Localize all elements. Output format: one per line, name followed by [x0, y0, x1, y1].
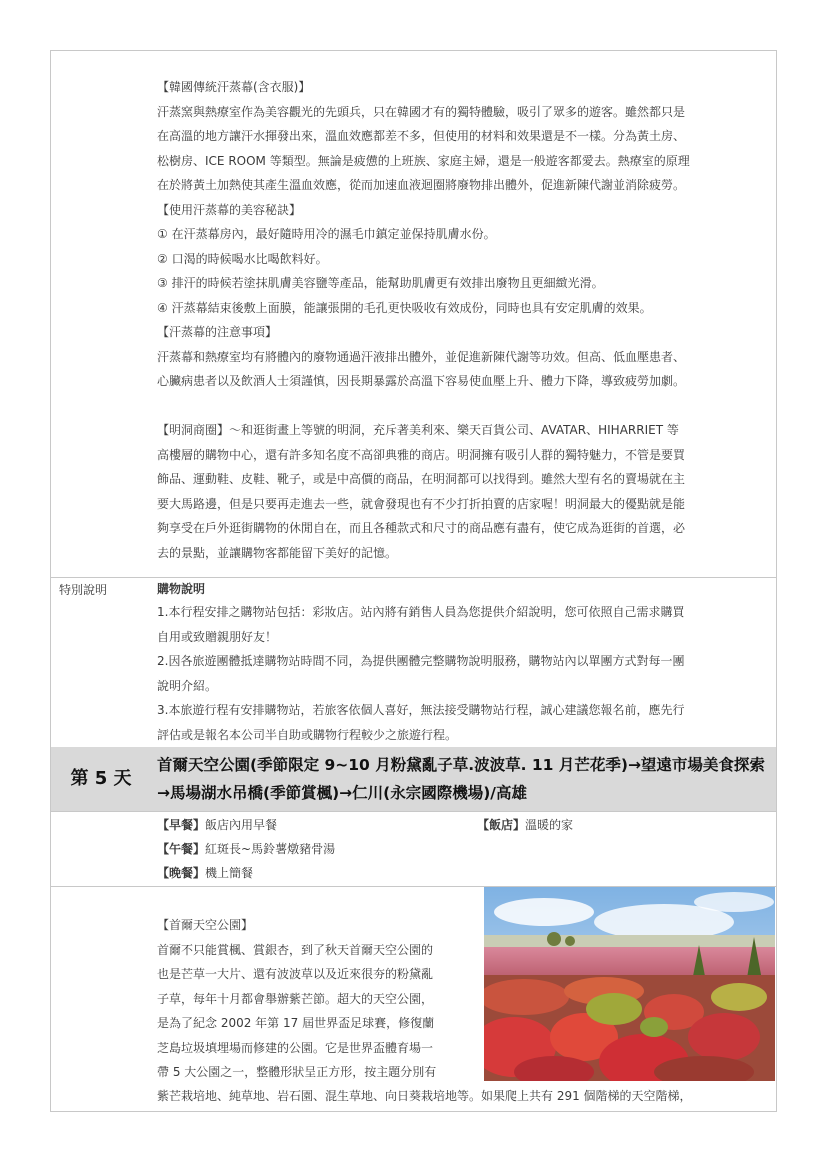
- skypark-line: 子草，每年十月都會舉辦紫芒節。超大的天空公園，: [157, 991, 434, 1006]
- myeongdong-line: 【明洞商圈】～和逛街畫上等號的明洞，充斥著美利來、樂天百貨公司、AVATAR、HIHARRIET 等: [157, 423, 679, 437]
- skypark-line: 芝島垃圾填埋場而修建的公園。它是世界盃體育場一: [157, 1040, 434, 1055]
- sauna-section: [157, 75, 769, 565]
- paragraph-line: 松樹房、ICE ROOM 等類型。無論是疲憊的上班族、家庭主婦，還是一般遊客都愛去。熱療室的原理: [157, 153, 690, 168]
- paragraph-line: 在高溫的地方讓汗水揮發出來，溫血效應都差不多，但使用的材料和效果還是不一樣。分為黃土房、: [157, 129, 686, 143]
- shopping-line: 評估或是報名本公司半自助或購物行程較少之旅遊行程。: [157, 727, 458, 742]
- day-title-line: →馬場湖水吊橋(季節賞楓)→仁川(永宗國際機場)/高雄: [157, 784, 527, 802]
- day-title: [157, 751, 772, 807]
- paragraph-line: 汗蒸窯與熱療室作為美容觀光的先頭兵，只在韓國才有的獨特體驗，吸引了眾多的遊客。雖然都只是: [157, 104, 686, 119]
- shopping-line: 說明介紹。: [157, 678, 218, 693]
- shopping-heading: 購物說明: [157, 582, 206, 596]
- shopping-line: 2.因各旅遊團體抵達購物站時間不同，為提供團體完整購物說明服務，購物站內以單團方式對每一團: [157, 654, 685, 668]
- shopping-line: 自用或致贈親朋好友！: [157, 629, 278, 644]
- lunch: [157, 837, 335, 861]
- special-label: 特別說明: [59, 583, 108, 597]
- dinner: [157, 861, 253, 885]
- paragraph-line: 汗蒸幕和熱療室均有將體內的廢物通過汗液排出體外，並促進新陳代謝等功效。但高、低血壓患者、: [157, 349, 686, 364]
- skypark-section: [157, 913, 479, 1085]
- tip-item: ④ 汗蒸幕結束後敷上面膜，能讓張開的毛孔更快吸收有效成份，同時也具有安定肌膚的效果。: [157, 300, 652, 315]
- lunch-value: 紅斑長~馬鈴薯燉豬骨湯: [205, 842, 336, 856]
- notes-heading: 【汗蒸幕的注意事項】: [157, 325, 278, 339]
- breakfast: [157, 813, 277, 837]
- sauna-heading: 【韓國傳統汗蒸幕(含衣服)】: [157, 80, 311, 94]
- myeongdong-line: 飾品、運動鞋、皮鞋、靴子，或是中高價的商品，在明洞都可以找得到。雖然大型有名的賣場就在主: [157, 472, 686, 486]
- skypark-line: 首爾不只能賞楓、賞銀杏，到了秋天首爾天空公園的: [157, 942, 434, 957]
- skypark-last-line: 紫芒栽培地、純草地、岩石園、混生草地、向日葵栽培地等。如果爬上共有 291 個階梯的天空階梯，: [157, 1089, 692, 1103]
- myeongdong-line: 要大馬路邊，但是只要再走進去一些，就會發現也有不少打折拍賣的店家喔！明洞最大的優點就是能: [157, 496, 686, 511]
- tip-item: ③ 排汗的時候若塗抹肌膚美容鹽等產品，能幫助肌膚更有效排出廢物且更細緻光滑。: [157, 276, 604, 290]
- myeongdong-line: 去的景點，並讓購物客都能留下美好的記憶。: [157, 545, 398, 560]
- tip-item: ② 口渴的時候喝水比喝飲料好。: [157, 251, 328, 266]
- dinner-label: 【晚餐】: [157, 866, 206, 880]
- shopping-line: 1.本行程安排之購物站包括：彩妝店。站內將有銷售人員為您提供介紹說明，您可依照自己需求購買: [157, 605, 685, 619]
- breakfast-value: 飯店內用早餐: [205, 818, 278, 832]
- skypark-line: 帶 5 大公園之一，整體形狀呈正方形，按主題分別有: [157, 1065, 437, 1079]
- row-divider: [51, 811, 776, 812]
- skypark-photo: [484, 887, 775, 1081]
- itinerary-table: [50, 50, 777, 1112]
- shopping-line: 3.本旅遊行程有安排購物站，若旅客依個人喜好，無法接受購物站行程，誠心建議您報名前，應先行: [157, 703, 685, 717]
- skypark-line: 也是芒草一大片、還有波波草以及近來很夯的粉黛亂: [157, 967, 434, 981]
- lunch-label: 【午餐】: [157, 842, 206, 856]
- tip-item: ① 在汗蒸幕房內，最好隨時用冷的濕毛巾鎮定並保持肌膚水份。: [157, 227, 496, 241]
- breakfast-label: 【早餐】: [157, 818, 206, 832]
- tips-heading: 【使用汗蒸幕的美容秘訣】: [157, 202, 302, 217]
- blank-line: [157, 394, 769, 419]
- skypark-heading: 【首爾天空公園】: [157, 918, 254, 932]
- shopping-notes: [157, 578, 769, 747]
- hotel-label: 【飯店】: [477, 818, 526, 832]
- day-title-line: 首爾天空公園(季節限定 9~10 月粉黛亂子草.波波草. 11 月芒花季)→望遠市場美食探索: [157, 756, 765, 774]
- paragraph-line: 心臟病患者以及飲酒人士須謹慎，因長期暴露於高溫下容易使血壓上升、體力下降，導致疲勞加劇。: [157, 374, 686, 388]
- myeongdong-line: 高樓層的購物中心，還有許多知名度不高卻典雅的商店。明洞擁有吸引人群的獨特魅力，不管是要買: [157, 447, 686, 462]
- hotel-value: 溫暖的家: [525, 818, 574, 832]
- myeongdong-line: 夠享受在戶外逛街購物的休閒自在，而且各種款式和尺寸的商品應有盡有，使它成為逛街的首選，必: [157, 521, 686, 535]
- hotel: [477, 813, 573, 837]
- skypark-line: 是為了紀念 2002 年第 17 屆世界盃足球賽，修復蘭: [157, 1016, 435, 1030]
- day-label: 第 5 天: [70, 768, 132, 789]
- dinner-value: 機上簡餐: [205, 866, 254, 880]
- day-header: [51, 747, 776, 811]
- paragraph-line: 在於將黃土加熱使其產生溫血效應，從而加速血液迴圈將廢物排出體外，促進新陳代謝並消除疲勞。: [157, 178, 686, 192]
